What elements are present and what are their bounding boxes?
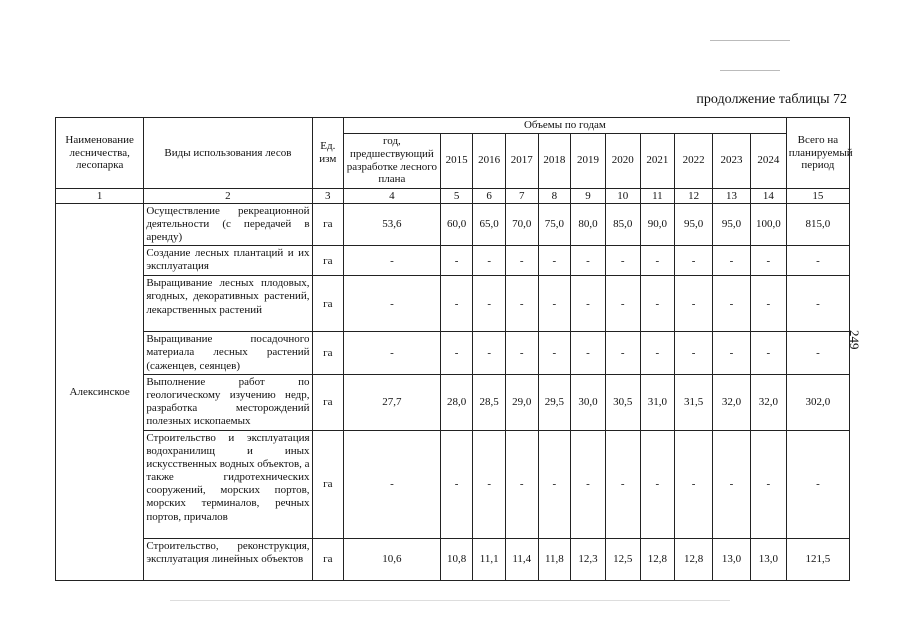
forestry-name: Алексинское xyxy=(56,203,144,580)
unit-cell: га xyxy=(312,203,344,246)
value-cell: - xyxy=(505,246,538,276)
header-forestry: Наименование лесничества, лесопарка xyxy=(56,118,144,189)
header-year: 2016 xyxy=(473,133,506,188)
value-cell: - xyxy=(440,276,473,332)
value-cell: - xyxy=(538,246,571,276)
total-cell: 121,5 xyxy=(786,538,849,580)
value-cell: 75,0 xyxy=(538,203,571,246)
value-cell: - xyxy=(675,246,713,276)
value-cell: 95,0 xyxy=(713,203,751,246)
value-cell: 53,6 xyxy=(344,203,441,246)
table-row xyxy=(56,246,850,276)
value-cell: - xyxy=(473,246,506,276)
value-cell: - xyxy=(440,332,473,375)
use-type-cell: Строительство и эксплуатация водохранилищ и иных искусственных водных объектов, а также гидротехнических сооружений, морских портов, морских терминалов, речных портов, причалов xyxy=(144,430,312,538)
total-cell: 815,0 xyxy=(786,203,849,246)
header-unit: Ед. изм xyxy=(312,118,344,189)
forest-use-table xyxy=(55,117,853,581)
value-cell: - xyxy=(640,430,675,538)
use-type-cell: Осуществление рекреационной деятельности (с передачей в аренду) xyxy=(144,203,312,246)
value-cell: 28,0 xyxy=(440,374,473,430)
value-cell: - xyxy=(344,430,441,538)
unit-cell: га xyxy=(312,538,344,580)
value-cell: - xyxy=(675,276,713,332)
value-cell: 29,0 xyxy=(505,374,538,430)
total-cell: - xyxy=(786,246,849,276)
value-cell: - xyxy=(750,332,786,375)
value-cell: - xyxy=(505,430,538,538)
value-cell: - xyxy=(640,246,675,276)
page-number: 249 xyxy=(847,330,862,350)
column-number: 2 xyxy=(144,188,312,203)
use-type-cell: Создание лесных плантаций и их эксплуатация xyxy=(144,246,312,276)
unit-cell: га xyxy=(312,332,344,375)
header-year: 2019 xyxy=(571,133,606,188)
table-row xyxy=(56,203,850,246)
value-cell: - xyxy=(605,276,640,332)
column-numbers-row xyxy=(56,188,850,203)
value-cell: - xyxy=(571,332,606,375)
value-cell: - xyxy=(750,430,786,538)
unit-cell: га xyxy=(312,246,344,276)
value-cell: 10,6 xyxy=(344,538,441,580)
column-number: 4 xyxy=(344,188,441,203)
unit-cell: га xyxy=(312,430,344,538)
column-number: 5 xyxy=(440,188,473,203)
value-cell: - xyxy=(750,246,786,276)
value-cell: 27,7 xyxy=(344,374,441,430)
table-caption: продолжение таблицы 72 xyxy=(696,92,847,107)
column-number: 9 xyxy=(571,188,606,203)
value-cell: 10,8 xyxy=(440,538,473,580)
use-type-cell: Выращивание посадочного материала лесных растений (саженцев, сеянцев) xyxy=(144,332,312,375)
value-cell: - xyxy=(713,332,751,375)
value-cell: 100,0 xyxy=(750,203,786,246)
value-cell: 60,0 xyxy=(440,203,473,246)
value-cell: 12,5 xyxy=(605,538,640,580)
column-number: 14 xyxy=(750,188,786,203)
value-cell: 31,0 xyxy=(640,374,675,430)
column-number: 11 xyxy=(640,188,675,203)
value-cell: - xyxy=(505,332,538,375)
header-year: 2021 xyxy=(640,133,675,188)
value-cell: 65,0 xyxy=(473,203,506,246)
header-prior-year: год, предшествующий разработке лесного плана xyxy=(344,133,441,188)
value-cell: 11,4 xyxy=(505,538,538,580)
value-cell: 12,8 xyxy=(640,538,675,580)
value-cell: - xyxy=(538,276,571,332)
value-cell: - xyxy=(640,276,675,332)
column-number: 15 xyxy=(786,188,849,203)
value-cell: - xyxy=(473,430,506,538)
value-cell: - xyxy=(344,246,441,276)
header-year: 2023 xyxy=(713,133,751,188)
table-row xyxy=(56,430,850,538)
value-cell: - xyxy=(440,430,473,538)
column-number: 1 xyxy=(56,188,144,203)
table-row xyxy=(56,538,850,580)
value-cell: 31,5 xyxy=(675,374,713,430)
value-cell: 30,5 xyxy=(605,374,640,430)
column-number: 6 xyxy=(473,188,506,203)
value-cell: 29,5 xyxy=(538,374,571,430)
value-cell: - xyxy=(750,276,786,332)
value-cell: - xyxy=(538,332,571,375)
header-year: 2018 xyxy=(538,133,571,188)
value-cell: - xyxy=(713,430,751,538)
header-year: 2017 xyxy=(505,133,538,188)
value-cell: 70,0 xyxy=(505,203,538,246)
value-cell: 12,3 xyxy=(571,538,606,580)
value-cell: 11,8 xyxy=(538,538,571,580)
header-total: Всего на планируемый период xyxy=(786,118,849,189)
value-cell: - xyxy=(675,332,713,375)
column-number: 13 xyxy=(713,188,751,203)
value-cell: - xyxy=(675,430,713,538)
header-volumes-by-year: Объемы по годам xyxy=(344,118,787,134)
value-cell: - xyxy=(571,430,606,538)
value-cell: 28,5 xyxy=(473,374,506,430)
header-year: 2024 xyxy=(750,133,786,188)
total-cell: - xyxy=(786,430,849,538)
header-year: 2022 xyxy=(675,133,713,188)
value-cell: - xyxy=(473,276,506,332)
value-cell: - xyxy=(571,276,606,332)
total-cell: - xyxy=(786,332,849,375)
total-cell: 302,0 xyxy=(786,374,849,430)
use-type-cell: Выращивание лесных плодовых, ягодных, декоративных растений, лекарственных растений xyxy=(144,276,312,332)
total-cell: - xyxy=(786,276,849,332)
header-year: 2015 xyxy=(440,133,473,188)
value-cell: 11,1 xyxy=(473,538,506,580)
value-cell: 13,0 xyxy=(713,538,751,580)
table-row xyxy=(56,276,850,332)
use-type-cell: Строительство, реконструкция, эксплуатация линейных объектов xyxy=(144,538,312,580)
value-cell: - xyxy=(538,430,571,538)
table-row xyxy=(56,332,850,375)
value-cell: - xyxy=(344,332,441,375)
scan-noise xyxy=(720,70,780,71)
value-cell: - xyxy=(605,332,640,375)
value-cell: - xyxy=(605,430,640,538)
value-cell: 32,0 xyxy=(750,374,786,430)
value-cell: - xyxy=(344,276,441,332)
value-cell: 80,0 xyxy=(571,203,606,246)
value-cell: - xyxy=(640,332,675,375)
column-number: 3 xyxy=(312,188,344,203)
column-number: 10 xyxy=(605,188,640,203)
header-year: 2020 xyxy=(605,133,640,188)
value-cell: - xyxy=(713,246,751,276)
column-number: 12 xyxy=(675,188,713,203)
value-cell: 13,0 xyxy=(750,538,786,580)
value-cell: - xyxy=(505,276,538,332)
scan-noise xyxy=(170,600,730,601)
value-cell: 32,0 xyxy=(713,374,751,430)
value-cell: - xyxy=(713,276,751,332)
use-type-cell: Выполнение работ по геологическому изучению недр, разработка месторождений полезных ископаемых xyxy=(144,374,312,430)
value-cell: - xyxy=(571,246,606,276)
value-cell: 30,0 xyxy=(571,374,606,430)
header-use-type: Виды использования лесов xyxy=(144,118,312,189)
column-number: 7 xyxy=(505,188,538,203)
column-number: 8 xyxy=(538,188,571,203)
table-row xyxy=(56,374,850,430)
value-cell: - xyxy=(605,246,640,276)
unit-cell: га xyxy=(312,374,344,430)
value-cell: - xyxy=(473,332,506,375)
unit-cell: га xyxy=(312,276,344,332)
value-cell: 90,0 xyxy=(640,203,675,246)
value-cell: 85,0 xyxy=(605,203,640,246)
value-cell: 95,0 xyxy=(675,203,713,246)
value-cell: - xyxy=(440,246,473,276)
value-cell: 12,8 xyxy=(675,538,713,580)
scan-noise xyxy=(710,40,790,41)
